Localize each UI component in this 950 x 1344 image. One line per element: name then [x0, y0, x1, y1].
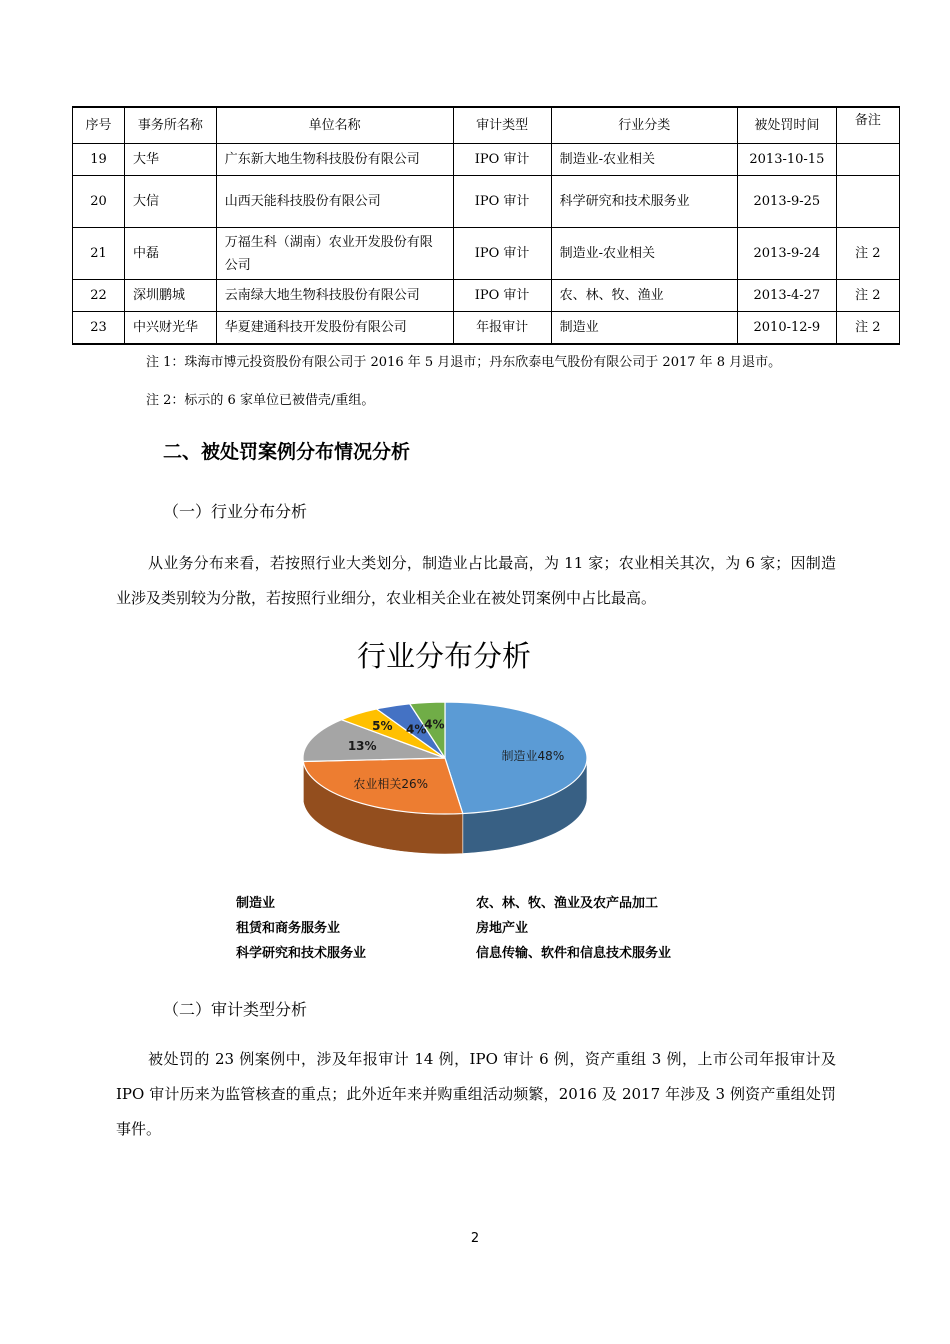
col-header-firm: 事务所名称 [125, 107, 217, 144]
table-row [73, 228, 900, 280]
pie-chart [280, 688, 610, 878]
cell-note: 注 2 [836, 312, 899, 344]
pie-data-label: 制造业48% [501, 748, 565, 763]
legend-item: 农、林、牧、渔业及农产品加工 [476, 896, 659, 911]
cell-type: IPO 审计 [453, 144, 551, 176]
cell-date: 2010-12-9 [738, 312, 837, 344]
pie-data-label: 13% [347, 739, 377, 754]
table-row [73, 312, 900, 344]
cell-unit: 云南绿大地生物科技股份有限公司 [216, 280, 453, 312]
cell-type: IPO 审计 [453, 280, 551, 312]
col-header-no: 序号 [73, 107, 125, 144]
pie-data-label: 5% [372, 719, 393, 734]
cell-type: 年报审计 [453, 312, 551, 344]
cell-no: 19 [73, 144, 125, 176]
cell-note: 注 2 [836, 228, 899, 280]
cell-industry: 制造业-农业相关 [551, 228, 737, 280]
cell-unit: 广东新大地生物科技股份有限公司 [216, 144, 453, 176]
cell-unit: 华夏建通科技开发股份有限公司 [216, 312, 453, 344]
cell-firm: 中磊 [125, 228, 217, 280]
chart-title: 行业分布分析 [356, 639, 531, 673]
cell-note: 注 2 [836, 280, 899, 312]
legend-item: 科学研究和技术服务业 [236, 946, 367, 961]
cell-no: 23 [73, 312, 125, 344]
legend-item: 房地产业 [476, 921, 529, 936]
legend-item: 租赁和商务服务业 [236, 921, 341, 936]
cell-no: 22 [73, 280, 125, 312]
cell-industry: 制造业-农业相关 [551, 144, 737, 176]
col-header-industry: 行业分类 [551, 107, 737, 144]
subsection-title-audit: （二）审计类型分析 [163, 1000, 308, 1019]
cell-date: 2013-10-15 [738, 144, 837, 176]
cell-unit: 万福生科（湖南）农业开发股份有限公司 [216, 228, 453, 280]
footnote-2: 注 2：标示的 6 家单位已被借壳/重组。 [146, 393, 375, 408]
cell-industry: 农、林、牧、渔业 [551, 280, 737, 312]
legend-item: 制造业 [236, 896, 276, 911]
cell-firm: 深圳鹏城 [125, 280, 217, 312]
subsection-title-industry: （一）行业分布分析 [163, 502, 308, 521]
col-header-unit: 单位名称 [216, 107, 453, 144]
cell-firm: 大华 [125, 144, 217, 176]
legend-item: 信息传输、软件和信息技术服务业 [476, 946, 672, 961]
cell-note [836, 176, 899, 228]
cell-date: 2013-4-27 [738, 280, 837, 312]
cell-no: 20 [73, 176, 125, 228]
table-row [73, 144, 900, 176]
cell-industry: 科学研究和技术服务业 [551, 176, 737, 228]
paragraph-audit: 被处罚的 23 例案例中，涉及年报审计 14 例，IPO 审计 6 例，资产重组 3 例，上市公司年报审计及 IPO 审计历来为监管核查的重点；此外近年来并购重组活动频繁，2016 及 2017 年涉及 3 例资产重组处罚事件。 [116, 1050, 836, 1138]
pie-data-label: 4% [406, 722, 427, 737]
table-row [73, 176, 900, 228]
cell-industry: 制造业 [551, 312, 737, 344]
section-title: 二、被处罚案例分布情况分析 [163, 441, 411, 463]
col-header-date: 被处罚时间 [738, 107, 837, 144]
footnote-1: 注 1：珠海市博元投资股份有限公司于 2016 年 5 月退市；丹东欣泰电气股份有限公司于 2017 年 8 月退市。 [146, 355, 782, 370]
col-header-note: 备注 [836, 107, 899, 144]
cell-no: 21 [73, 228, 125, 280]
cell-type: IPO 审计 [453, 228, 551, 280]
table-row [73, 280, 900, 312]
cell-note [836, 144, 899, 176]
cell-firm: 大信 [125, 176, 217, 228]
cell-type: IPO 审计 [453, 176, 551, 228]
col-header-type: 审计类型 [453, 107, 551, 144]
cell-date: 2013-9-24 [738, 228, 837, 280]
penalty-table [72, 106, 900, 345]
cell-unit: 山西天能科技股份有限公司 [216, 176, 453, 228]
cell-firm: 中兴财光华 [125, 312, 217, 344]
cell-date: 2013-9-25 [738, 176, 837, 228]
pie-data-label: 农业相关26% [353, 776, 429, 791]
paragraph-industry: 从业务分布来看，若按照行业大类划分，制造业占比最高，为 11 家；农业相关其次，为 6 家；因制造业涉及类别较为分散，若按照行业细分，农业相关企业在被处罚案例中占比最高。 [116, 554, 836, 607]
page-number: 2 [470, 1231, 480, 1246]
table-header-row [73, 107, 900, 144]
pie-data-label: 4% [424, 717, 445, 732]
